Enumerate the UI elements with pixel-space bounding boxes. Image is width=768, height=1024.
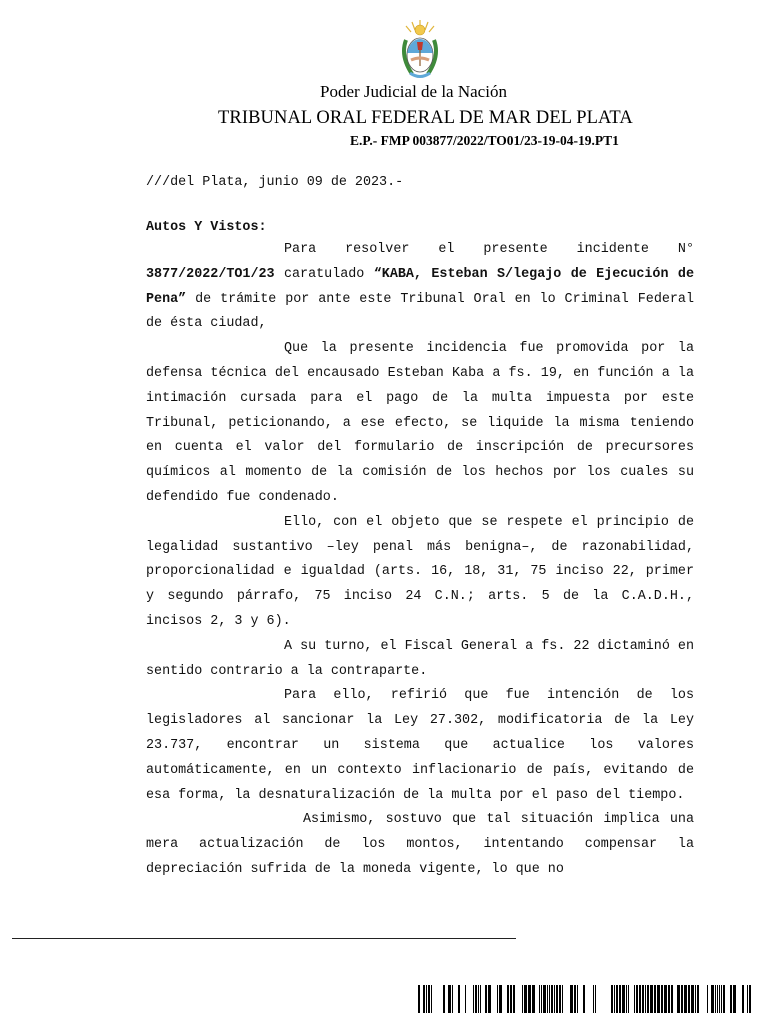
paragraph-1-intro: Para resolver el presente incidente N° <box>284 242 694 257</box>
case-caption: “KABA, Esteban S/legajo de Ejecución de Pena” <box>146 266 694 307</box>
document-body <box>146 238 694 883</box>
coat-of-arms-icon <box>398 20 442 82</box>
case-reference: E.P.- FMP 003877/2022/TO01/23-19-04-19.PT1 <box>350 133 619 148</box>
paragraph-2: Que la presente incidencia fue promovida por la defensa técnica del encausado Esteban Kaba a fs. 19, en función a la intimación cursada para el pago de la multa impuesta por este Tribunal, peticionando, a ese efecto, se liquide la misma teniendo en cuenta el valor del formulario de inscripción de precursores químicos al momento de la comisión de los hechos por los cuales su defendido fue condenado. <box>146 341 694 505</box>
paragraph-3: Ello, con el objeto que se respete el principio de legalidad sustantivo –ley penal más benigna–, de razonabilidad, proporcionalidad e igualdad (arts. 16, 18, 31, 75 inciso 22, primer y segundo párrafo, 75 inciso 24 C.N.; arts. 5 de la C.A.D.H., incisos 2, 3 y 6). <box>146 514 694 629</box>
paragraph-1-end: de trámite por ante este Tribunal Oral en lo Criminal Federal de ésta ciudad, <box>146 291 694 332</box>
paragraph-1-mid: caratulado <box>274 266 374 282</box>
section-title: Autos Y Vistos: <box>146 220 267 235</box>
footnote-divider <box>12 938 516 939</box>
paragraph-5: Para ello, refirió que fue intención de los legisladores al sancionar la Ley 27.302, modificatoria de la Ley 23.737, encontrar un sistema que actualice los valores automáticamente, en un contexto inflacionario de país, evitando de esa forma, la desnaturalización de la multa por el paso del tiempo. <box>146 688 694 803</box>
institution-title: Poder Judicial de la Nación <box>320 82 507 101</box>
case-number: 3877/2022/TO1/23 <box>146 266 275 282</box>
paragraph-4: A su turno, el Fiscal General a fs. 22 dictaminó en sentido contrario a la contraparte. <box>146 638 694 679</box>
barcode-icon <box>418 985 758 1013</box>
date-line: ///del Plata, junio 09 de 2023.- <box>146 175 404 190</box>
tribunal-title: TRIBUNAL ORAL FEDERAL DE MAR DEL PLATA <box>218 108 633 128</box>
paragraph-6: Asimismo, sostuvo que tal situación implica una mera actualización de los montos, intentando compensar la depreciación sufrida de la moneda vigente, lo que no <box>146 812 694 877</box>
paragraph-1 <box>146 238 694 337</box>
